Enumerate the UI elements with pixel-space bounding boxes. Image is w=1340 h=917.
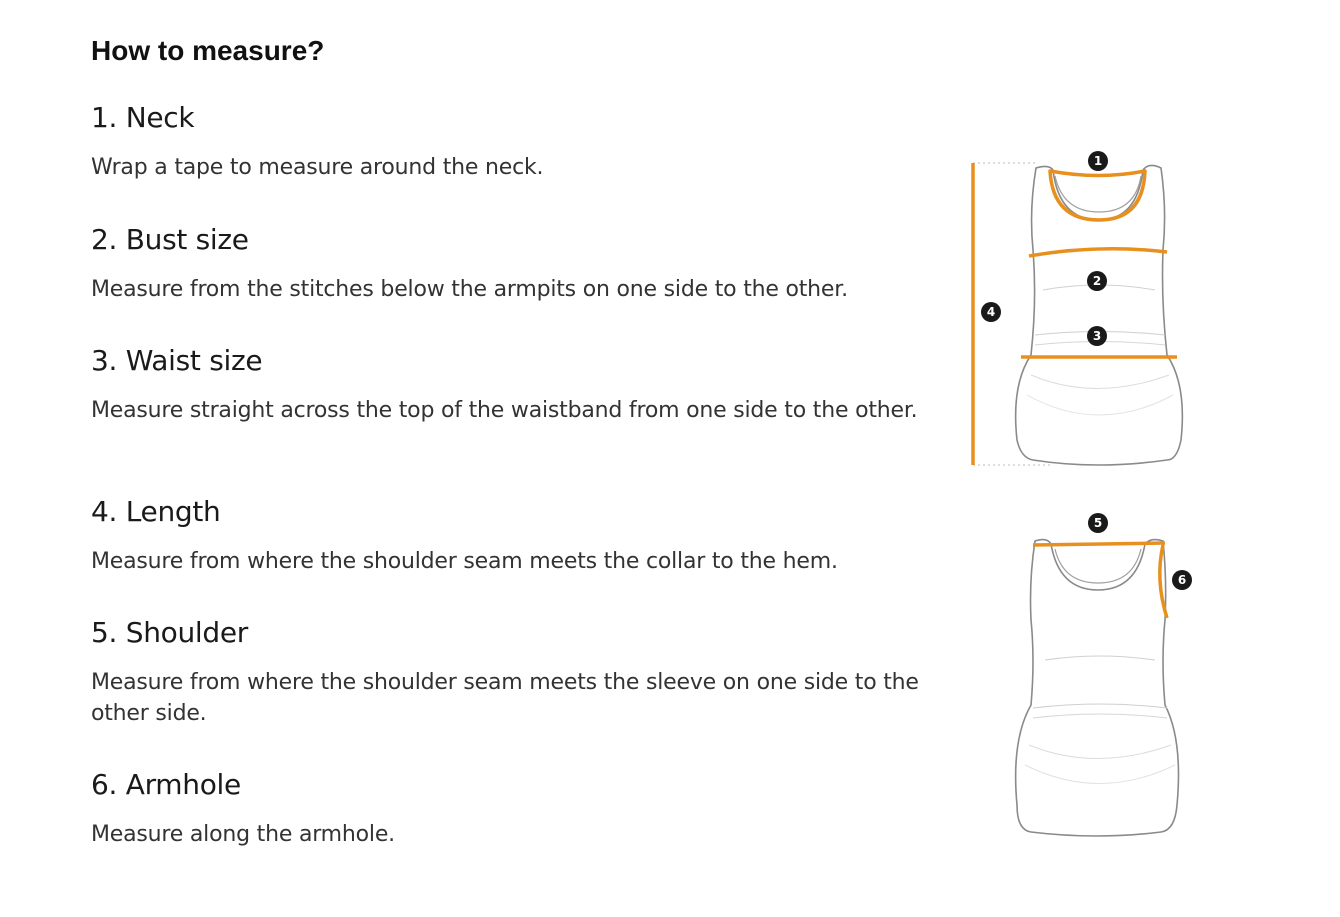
step-description: Measure along the armhole.	[91, 822, 395, 847]
marker-2-label: 2	[1092, 274, 1102, 288]
marker-3-label: 3	[1092, 329, 1102, 343]
tank-top-back-diagram	[1016, 513, 1192, 836]
step-shoulder	[91, 616, 931, 729]
marker-4-badge	[981, 302, 1001, 322]
step-description: Wrap a tape to measure around the neck.	[91, 155, 544, 180]
marker-1-label: 1	[1093, 154, 1103, 168]
step-neck	[91, 101, 931, 183]
step-heading: 3. Waist size	[91, 344, 263, 377]
marker-6-badge	[1172, 570, 1192, 590]
step-length	[91, 495, 931, 577]
step-heading: 1. Neck	[91, 101, 195, 134]
marker-5-badge	[1088, 513, 1108, 533]
step-description: Measure straight across the top of the waistband from one side to the other.	[91, 398, 918, 423]
step-description: Measure from the stitches below the armpits on one side to the other.	[91, 277, 848, 302]
marker-4-label: 4	[986, 305, 996, 319]
garment-figures	[955, 140, 1215, 860]
marker-5-label: 5	[1093, 516, 1103, 530]
tank-top-front-diagram	[973, 151, 1182, 465]
step-heading: 4. Length	[91, 495, 221, 528]
marker-1-badge	[1088, 151, 1108, 171]
step-heading: 5. Shoulder	[91, 616, 249, 649]
marker-6-label: 6	[1177, 573, 1187, 587]
step-armhole	[91, 768, 931, 850]
step-heading: 6. Armhole	[91, 768, 241, 801]
step-description: Measure from where the shoulder seam meets the sleeve on one side to the other side.	[91, 670, 919, 726]
marker-2-badge	[1087, 271, 1107, 291]
step-description: Measure from where the shoulder seam meets the collar to the hem.	[91, 549, 838, 574]
page-title: How to measure?	[91, 35, 325, 66]
step-heading: 2. Bust size	[91, 223, 249, 256]
marker-3-badge	[1087, 326, 1107, 346]
shoulder-measure-line	[1033, 543, 1165, 545]
step-waist	[91, 344, 931, 426]
step-bust	[91, 223, 931, 305]
